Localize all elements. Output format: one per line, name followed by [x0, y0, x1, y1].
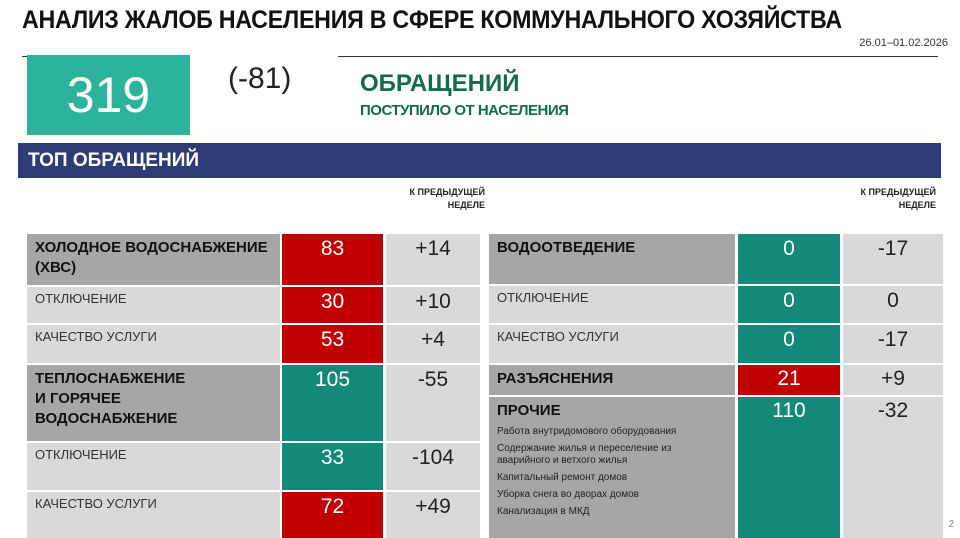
row-delta: +14: [386, 234, 480, 285]
row-value: 0: [738, 325, 840, 363]
row-label-sub: ОТКЛЮЧЕНИЕ: [27, 287, 280, 323]
row-label-sub: КАЧЕСТВО УСЛУГИ: [489, 325, 735, 363]
row-value: 53: [282, 325, 383, 363]
divider: [338, 56, 938, 57]
row-value: 0: [738, 286, 840, 323]
page-number: 2: [948, 519, 954, 530]
row-value: 83: [282, 234, 383, 285]
row-delta: -55: [386, 365, 480, 441]
row-label-sub: КАЧЕСТВО УСЛУГИ: [27, 492, 280, 538]
row-label-sub: ОТКЛЮЧЕНИЕ: [489, 286, 735, 323]
row-delta: -32: [843, 397, 943, 538]
other-item: Уборка снега во дворах домов: [497, 489, 639, 500]
total-sublabel: ПОСТУПИЛО ОТ НАСЕЛЕНИЯ: [360, 102, 569, 119]
row-label-sub: ОТКЛЮЧЕНИЕ: [27, 443, 280, 490]
row-value: 33: [282, 443, 383, 490]
section-header: ТОП ОБРАЩЕНИЙ: [18, 143, 941, 178]
row-delta: +10: [386, 287, 480, 323]
total-label: ОБРАЩЕНИЙ: [360, 70, 520, 97]
row-value: 0: [738, 234, 840, 284]
row-delta: +4: [386, 325, 480, 363]
other-item: Работа внутридомового оборудования: [497, 426, 677, 437]
row-label-cold-water: ХОЛОДНОЕ ВОДОСНАБЖЕНИЕ (ХВС): [27, 234, 280, 285]
prev-week-header-right: К ПРЕДЫДУЩЕЙ НЕДЕЛЕ: [860, 187, 936, 210]
other-item: Канализация в МКД: [497, 506, 590, 517]
row-label-other: [489, 397, 735, 538]
row-value: 105: [282, 365, 383, 441]
prev-week-header-left: К ПРЕДЫДУЩЕЙ НЕДЕЛЕ: [409, 187, 485, 210]
row-value: 30: [282, 287, 383, 323]
other-item: Капитальный ремонт домов: [497, 472, 628, 483]
row-delta: +49: [386, 492, 480, 538]
other-title: ПРОЧИЕ: [497, 402, 561, 419]
row-delta: -17: [843, 234, 943, 284]
row-label-sub: КАЧЕСТВО УСЛУГИ: [27, 325, 280, 363]
row-label-explanations: РАЗЪЯСНЕНИЯ: [489, 365, 735, 395]
row-delta: -104: [386, 443, 480, 490]
row-label-heating: ТЕПЛОСНАБЖЕНИЕ И ГОРЯЧЕЕ ВОДОСНАБЖЕНИЕ: [27, 365, 280, 441]
total-count: 319: [27, 55, 190, 135]
row-label-sewerage: ВОДООТВЕДЕНИЕ: [489, 234, 735, 284]
row-value: 21: [738, 365, 840, 395]
other-item: Содержание жилья и переселение из аварийного и ветхого жилья: [497, 443, 672, 466]
row-value: 110: [738, 397, 840, 538]
row-delta: -17: [843, 325, 943, 363]
page-title: АНАЛИЗ ЖАЛОБ НАСЕЛЕНИЯ В СФЕРЕ КОММУНАЛЬНОГО ХОЗЯЙСТВА: [22, 6, 842, 34]
total-diff: (-81): [228, 62, 292, 95]
date-range: 26.01–01.02.2026: [859, 37, 948, 49]
row-delta: 0: [843, 286, 943, 323]
row-value: 72: [282, 492, 383, 538]
row-delta: +9: [843, 365, 943, 395]
